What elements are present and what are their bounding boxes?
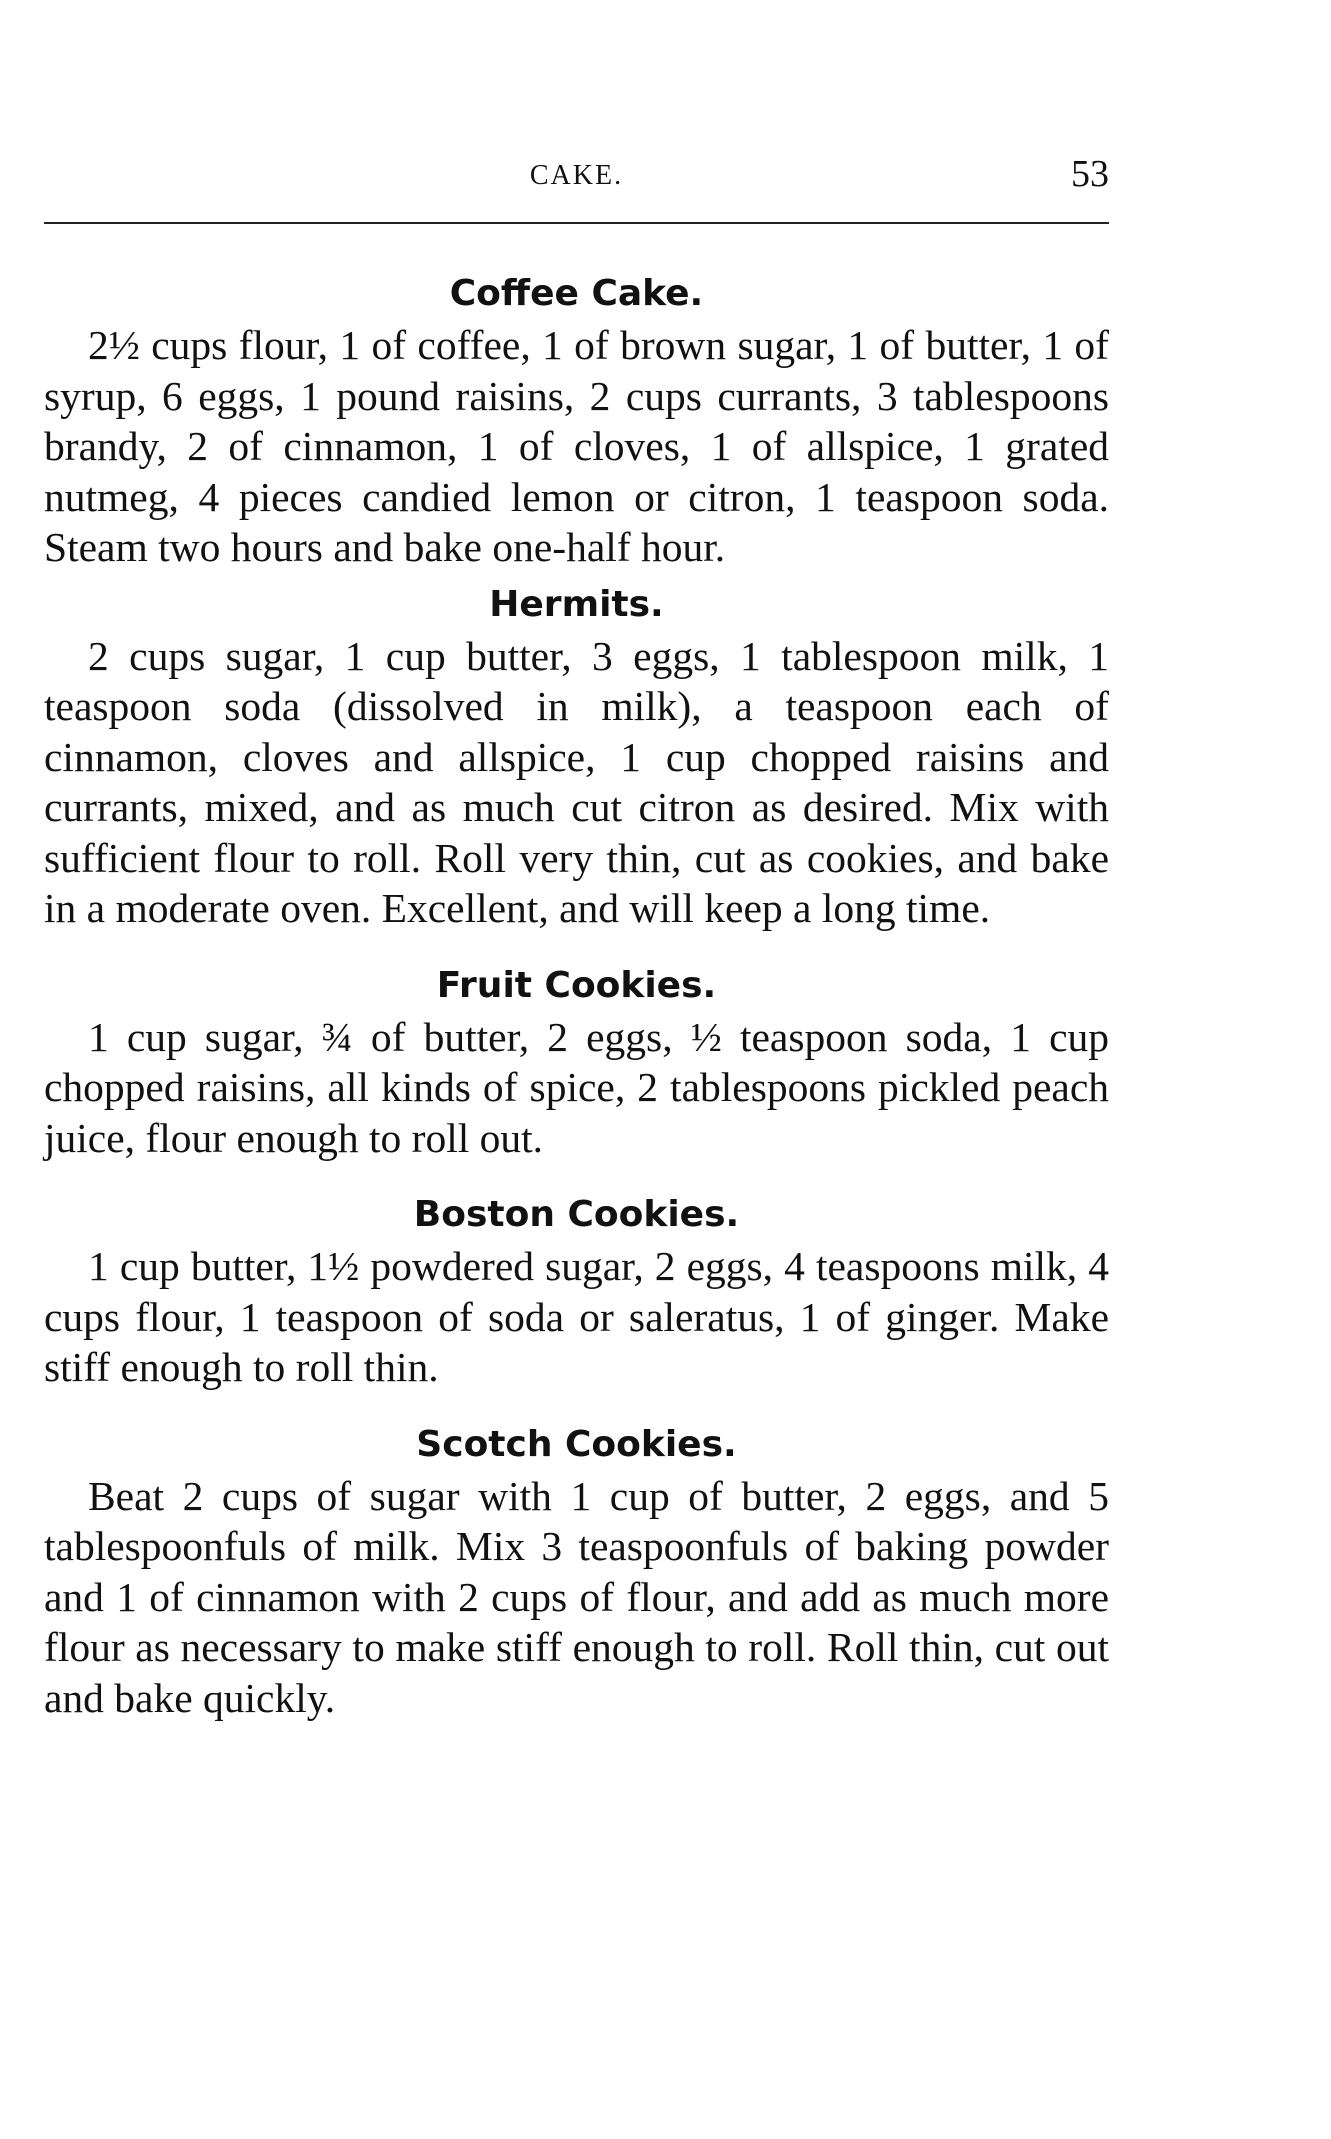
- header-rule: [44, 222, 1109, 224]
- recipe-title: Scotch Cookies.: [416, 1423, 737, 1465]
- recipe-boston-cookies: [44, 1189, 1109, 1393]
- recipe-list: [44, 268, 1109, 1723]
- running-title: CAKE.: [529, 160, 624, 191]
- recipe-text: 1 cup butter, 1½ powdered sugar, 2 eggs, 4 teaspoons milk, 4 cups flour, 1 teaspoon of soda or saleratus, 1 of ginger. Make stiff enough to roll thin.: [44, 1243, 1109, 1390]
- recipe-title: Hermits.: [489, 583, 664, 625]
- recipe-text: 1 cup sugar, ¾ of butter, 2 eggs, ½ teaspoon soda, 1 cup chopped raisins, all kinds of spice, 2 tablespoons pickled peach juice, flour enough to roll out.: [44, 1013, 1109, 1161]
- recipe-text: 2½ cups flour, 1 of coffee, 1 of brown sugar, 1 of butter, 1 of syrup, 6 eggs, 1 pound raisins, 2 cups currants, 3 tablespoons brandy, 2 of cinnamon, 1 of cloves, 1 of allspice, 1 grated nutmeg, 4 pieces candied lemon or citron, 1 teaspoon soda. Steam two hours and bake one-half hour.: [44, 322, 1109, 570]
- recipe-title: Coffee Cake.: [449, 273, 704, 314]
- recipe-scotch-cookies: [44, 1419, 1109, 1724]
- running-header: [44, 152, 1109, 202]
- recipe-fruit-cookies: [44, 960, 1109, 1164]
- recipe-coffee-cake: [44, 268, 1109, 573]
- page-number: 53: [1071, 153, 1109, 195]
- recipe-hermits: [44, 579, 1109, 934]
- recipe-title: Boston Cookies.: [413, 1194, 740, 1235]
- recipe-title: Fruit Cookies.: [436, 964, 717, 1006]
- recipe-text: Beat 2 cups of sugar with 1 cup of butter, 2 eggs, and 5 tablespoonfuls of milk. Mix 3 teaspoonfuls of baking powder and 1 of cinnamon with 2 cups of flour, and add as much more flour as necessary to make stiff enough to roll. Roll thin, cut out and bake quickly.: [44, 1472, 1109, 1721]
- recipe-text: 2 cups sugar, 1 cup butter, 3 eggs, 1 tablespoon milk, 1 teaspoon soda (dissolved in milk), a teaspoon each of cinnamon, cloves and allspice, 1 cup chopped raisins and currants, mixed, and as much cut citron as desired. Mix with sufficient flour to roll. Roll very thin, cut as cookies, and bake in a moderate oven. Excellent, and will keep a long time.: [44, 632, 1109, 931]
